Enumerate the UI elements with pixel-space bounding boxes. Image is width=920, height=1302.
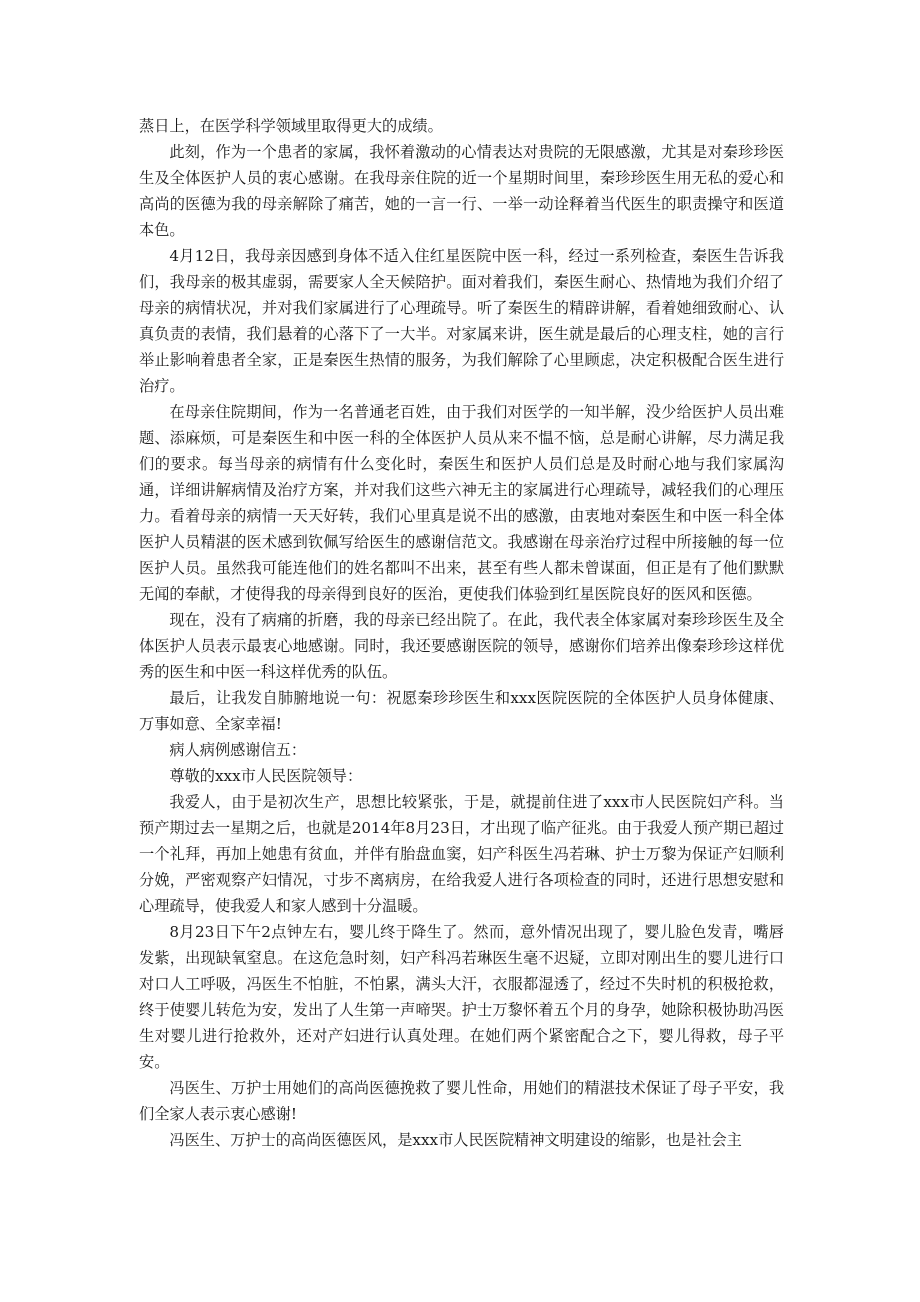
paragraph-gratitude-intro: 此刻，作为一个患者的家属，我怀着激动的心情表达对贵院的无限感激，尤其是对秦珍珍医生及全体医护人员的衷心感谢。在我母亲住院的近一个星期时间里，秦珍珍医生用无私的爱心和高尚的医德为我的母亲解除了痛苦，她的一言一行、一举一动诠释着当代医生的职责操守和医道本色。 (139, 143, 784, 239)
paragraph-hospital-stay: 在母亲住院期间，作为一名普通老百姓，由于我们对医学的一知半解，没少给医护人员出难题、添麻烦，可是秦医生和中医一科的全体医护人员从来不愠不恼，总是耐心讲解，尽力满足我们的要求。每当母亲的病情有什么变化时，秦医生和医护人员们总是及时耐心地与我们家属沟通，详细讲解病情及治疗方案，并对我们这些六神无主的家属进行心理疏导，减轻我们的心理压力。看着母亲的病情一天天好转，我们心里真是说不出的感激，由衷地对秦医生和中医一科全体医护人员精湛的医术感到钦佩写给医生的感谢信范文。我感谢在母亲治疗过程中所接触的每一位医护人员。虽然我可能连他们的姓名都叫不出来，甚至有些人都未曾谋面，但正是有了他们默默无闻的奉献，才使得我的母亲得到良好的医治，更使我们体验到红星医院良好的医风和医德。 (139, 403, 784, 603)
paragraph-closing-wish: 最后，让我发自肺腑地说一句：祝愿秦珍珍医生和xxx医院医院的全体医护人员身体健康、万事如意、全家幸福! (139, 689, 784, 733)
paragraph-admission: 4月12日，我母亲因感到身体不适入住红星医院中医一科，经过一系列检查，秦医生告诉我们，我母亲的极其虚弱，需要家人全天候陪护。面对着我们，秦医生耐心、热情地为我们介绍了母亲的病情状况，并对我们家属进行了心理疏导。听了秦医生的精辟讲解，看着她细致耐心、认真负责的表情，我们悬着的心落下了一大半。对家属来讲，医生就是最后的心理支柱，她的言行举止影响着患者全家，正是秦医生热情的服务，为我们解除了心里顾虑，决定积极配合医生进行治疗。 (139, 247, 784, 395)
letter-body (139, 113, 784, 1153)
letter-five-salutation: 尊敬的xxx市人民医院领导： (169, 767, 363, 785)
letter-five-heading: 病人病例感谢信五： (169, 741, 307, 759)
paragraph-continuation: 蒸日上，在医学科学领域里取得更大的成绩。 (139, 117, 443, 135)
paragraph-final-truncated: 冯医生、万护士的高尚医德医风，是xxx市人民医院精神文明建设的缩影，也是社会主 (169, 1131, 742, 1149)
paragraph-delivery: 我爱人，由于是初次生产，思想比较紧张，于是，就提前住进了xxx市人民医院妇产科。当预产期过去一星期之后，也就是2014年8月23日，才出现了临产征兆。由于我爱人预产期已超过一个礼拜，再加上她患有贫血，并伴有胎盘血窦，妇产科医生冯若琳、护士万黎为保证产妇顺利分娩，严密观察产妇情况，寸步不离病房，在给我爱人进行各项检查的同时，还进行思想安慰和心理疏导，使我爱人和家人感到十分温暖。 (139, 793, 784, 915)
paragraph-thanks: 冯医生、万护士用她们的高尚医德挽救了婴儿性命，用她们的精湛技术保证了母子平安，我们全家人表示衷心感谢! (139, 1079, 784, 1123)
paragraph-discharge: 现在，没有了病痛的折磨，我的母亲已经出院了。在此，我代表全体家属对秦珍珍医生及全体医护人员表示最衷心地感谢。同时，我还要感谢医院的领导，感谢你们培养出像秦珍珍这样优秀的医生和中医一科这样优秀的队伍。 (139, 611, 784, 681)
paragraph-rescue: 8月23日下午2点钟左右，婴儿终于降生了。然而，意外情况出现了，婴儿脸色发青，嘴唇发紫，出现缺氧窒息。在这危急时刻，妇产科冯若琳医生毫不迟疑，立即对刚出生的婴儿进行口对口人工呼吸，冯医生不怕脏，不怕累，满头大汗，衣服都湿透了，经过不失时机的积极抢救，终于使婴儿转危为安，发出了人生第一声啼哭。护士万黎怀着五个月的身孕，她除积极协助冯医生对婴儿进行抢救外，还对产妇进行认真处理。在她们两个紧密配合之下，婴儿得救，母子平安。 (139, 923, 784, 1071)
